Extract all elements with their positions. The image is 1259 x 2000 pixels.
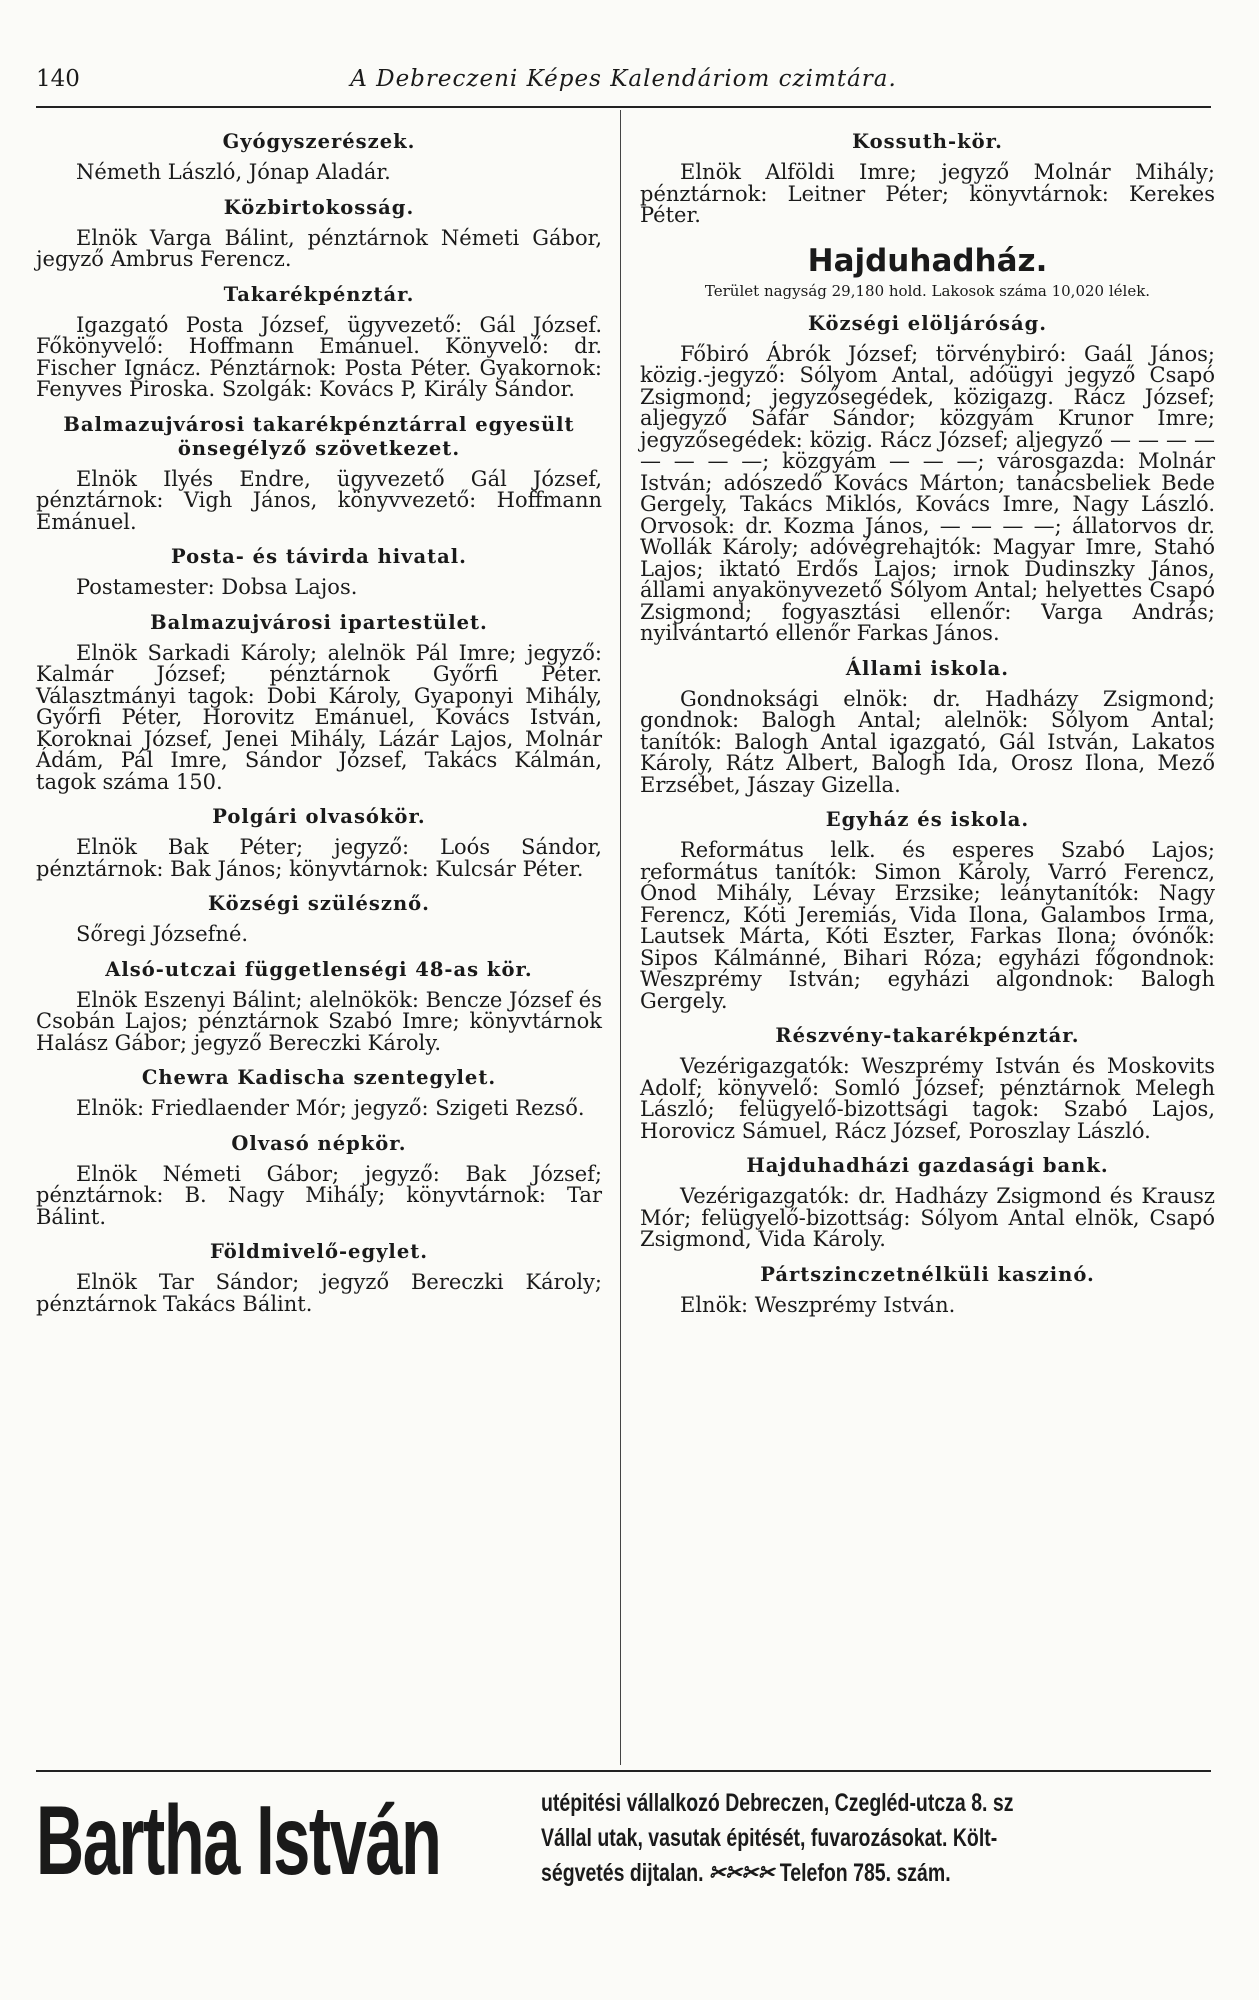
section <box>640 1024 1215 1142</box>
section-heading: Állami iskola. <box>845 656 1010 680</box>
section-heading: Chewra Kadischa szentegylet. <box>141 1066 497 1089</box>
section-body: Elnök: Weszprémy István. <box>680 1292 956 1317</box>
section-body: Elnök Ilyés Endre, ügyvezető Gál József, pénztárnok: Vigh János, könyvvezető: Hoffmann Emánuel. <box>36 466 602 534</box>
section-heading: Kossuth-kör. <box>852 130 1003 153</box>
section-heading: Balmazujvárosi takarékpénztárral egyesült önsegélyző szövetkezet. <box>63 412 575 460</box>
ad-line: utépitési vállalkozó Debreczen, Czegléd-utcza 8. sz <box>541 1789 1014 1817</box>
section-body: Gondnoksági elnök: dr. Hadházy Zsigmond; gondnok: Balogh Antal; alelnök: Sólyom Antal; tanítók: Balogh Antal igazgató, Gál István, Lakatos Károly, Rátz Albert, Balogh Ida, Orosz Ilona, Mező Erzsébet, Jászay Gizella. <box>640 686 1215 797</box>
section <box>36 1132 602 1229</box>
section-body: Református lelk. és esperes Szabó Lajos; református tanítók: Simon Károly, Varró Ferencz, Ónod Mihály, Lévay Erzsike; leánytanítók: Nagy Ferencz, Kóti Jeremiás, Vida Ilona, Galambos Irma, Lautsek Márta, Kóti Eszter, Farkas Ilona; óvónők: Sipos Kálmánné, Bihari Róza; egyházi főgondnok: Weszprémy István; egyházi algondnok: Balogh Gergely. <box>640 838 1215 1013</box>
section-heading: Községi elöljáróság. <box>807 311 1048 335</box>
section <box>640 1154 1215 1251</box>
page-header <box>36 64 1211 108</box>
section <box>640 312 1215 645</box>
section <box>640 1263 1215 1317</box>
section <box>36 958 602 1055</box>
section-body: Elnök Varga Bálint, pénztárnok Németi Gábor, jegyző Ambrus Ferencz. <box>36 225 602 271</box>
section-heading: Posta- és távirda hivatal. <box>171 545 467 568</box>
section-body: Elnök Alföldi Imre; jegyző Molnár Mihály; pénztárnok: Leitner Péter; könyvtárnok: Kerekes Péter. <box>640 160 1215 227</box>
section-body: Vezérigazgatók: dr. Hadházy Zsigmond és Krausz Mór; felügyelő-bizottság: Sólyom Antal elnök, Csapó Zsigmond, Vida Károly. <box>640 1184 1215 1251</box>
section-heading: Pártszinczetnélküli kaszinó. <box>760 1262 1095 1286</box>
section-body: Sőregi Józsefné. <box>76 922 249 946</box>
section-heading: Olvasó népkör. <box>231 1131 407 1155</box>
advertisement-rule <box>36 1770 1211 1772</box>
section <box>36 130 602 184</box>
section-body: Elnök Németi Gábor; jegyző: Bak József; pénztárnok: B. Nagy Mihály; könyvtárnok: Tar Bálint. <box>36 1161 602 1229</box>
section-body: Elnök Tar Sándor; jegyző Bereczki Károly; pénztárnok Takács Bálint. <box>36 1270 602 1316</box>
ornament-icon: ✂✂✂✂ <box>709 1859 775 1887</box>
section-body: Elnök Sarkadi Károly; alelnök Pál Imre; jegyző: Kalmár József; pénztárnok Győrfi Péter. Választmányi tagok: Dobi Károly, Gyaponyi Mihály, Győrfi Péter, Horovitz Emánuel, Kovács István, Koroknai József, Jenei Mihály, Lázár Lajos, Molnár Ádám, Pál Imre, Sándor József, Takács Kálmán, tagok száma 150. <box>36 640 602 794</box>
section <box>36 196 602 271</box>
section-body: Postamester: Dobsa Lajos. <box>76 575 358 599</box>
column-divider <box>620 110 621 1765</box>
section <box>36 1066 602 1120</box>
section-heading: Hajduhadházi gazdasági bank. <box>746 1154 1109 1177</box>
section-heading: Takarékpénztár. <box>223 282 415 306</box>
running-title: A Debreczeni Képes Kalendáriom czimtára. <box>350 66 897 92</box>
section-body: Elnök Bak Péter; jegyző: Loós Sándor, pénztárnok: Bak János; könyvtárnok: Kulcsár Péter. <box>36 835 602 881</box>
town-info: Terület nagyság 29,180 hold. Lakosok száma 10,020 lélek. <box>704 281 1151 300</box>
ad-line-text: Telefon 785. szám. <box>779 1859 951 1887</box>
section-heading: Községi szülésznő. <box>208 892 430 915</box>
page-number: 140 <box>36 66 80 92</box>
section-body: Igazgató Posta József, ügyvezető: Gál József. Főkönyvelő: Hoffmann Emánuel. Könyvelő: dr. Fischer Ignácz. Pénztárnok: Posta Péter. Gyakornok: Fenyves Piroska. Szolgák: Kovács P, Király Sándor. <box>36 312 602 401</box>
section-body: Németh László, Jónap Aladár. <box>76 160 391 184</box>
section <box>36 1240 602 1315</box>
section <box>640 808 1215 1012</box>
section <box>640 130 1215 227</box>
section-heading: Balmazujvárosi ipartestület. <box>150 610 488 634</box>
section-heading: Polgári olvasókör. <box>212 805 426 828</box>
town-title: Hajduhadház. <box>807 242 1048 279</box>
section-heading: Alsó-utczai függetlenségi 48-as kör. <box>105 957 533 981</box>
section-heading: Közbirtokosság. <box>223 195 415 219</box>
section-heading: Részvény-takarékpénztár. <box>775 1024 1080 1047</box>
section-body: Vezérigazgatók: Weszprémy István és Moskovits Adolf; könyvelő: Somló József; pénztárnok Melegh László; felügyelő-bizottsági tagok: Szabó Lajos, Horovicz Sámuel, Rácz József, Poroszlay László. <box>640 1054 1215 1143</box>
section-heading: Gyógyszerészek. <box>222 130 416 153</box>
right-column <box>640 130 1215 1316</box>
section <box>36 283 602 401</box>
advertisement <box>36 1780 1211 1980</box>
advertiser-name: Bartha István <box>36 1785 441 1895</box>
section-heading: Földmivelő-egylet. <box>209 1240 429 1263</box>
section <box>36 413 602 534</box>
section-body: Elnök Eszenyi Bálint; alelnökök: Bencze József és Csobán Lajos; pénztárnok Szabó Imre; könyvtárnok Halász Gábor; jegyző Bereczki Károly. <box>36 987 602 1055</box>
section <box>36 545 602 599</box>
advertisement-text <box>541 1786 1211 1891</box>
section-heading: Egyház és iskola. <box>825 808 1030 831</box>
section <box>36 805 602 880</box>
section-body: Főbiró Ábrók József; törvénybiró: Gaál János; közig.-jegyző: Sólyom Antal, adóügyi jegyző Csapó Zsigmond; jegyzősegédek, közigazg. Rácz József; aljegyző Sáfár Sándor; közgyám Krunor Imre; jegyzősegédek: közig. Rácz József; aljegyző — — — — — — — —; közgyám — — —; városgazda: Molnár István; adószedő Kovács Márton; tanácsbeliek Bede Gergely, Takács Miklós, Kovács Imre, Nagy László. Orvosok: dr. Kozma János, — — — —; állatorvos dr. Wollák Károly; adóvégrehajtók: Magyar Imre, Stahó Lajos; iktató Erdős Lajos; irnok Dudinszky János, állami anyakönyvezető Sólyom Antal; helyettes Csapó Zsigmond; fogyasztási ellenőr: Varga András; nyilvántartó ellenőr Farkas János. <box>640 341 1215 645</box>
section <box>36 892 602 946</box>
section-body: Elnök: Friedlaender Mór; jegyző: Szigeti Rezső. <box>76 1096 585 1120</box>
section <box>640 657 1215 797</box>
ad-line <box>541 1856 1064 1891</box>
left-column <box>36 130 602 1315</box>
ad-line-text: ségvetés dijtalan. <box>541 1859 704 1887</box>
ad-line: Vállal utak, vasutak épitését, fuvarozásokat. Költ- <box>541 1824 998 1852</box>
section <box>36 611 602 794</box>
